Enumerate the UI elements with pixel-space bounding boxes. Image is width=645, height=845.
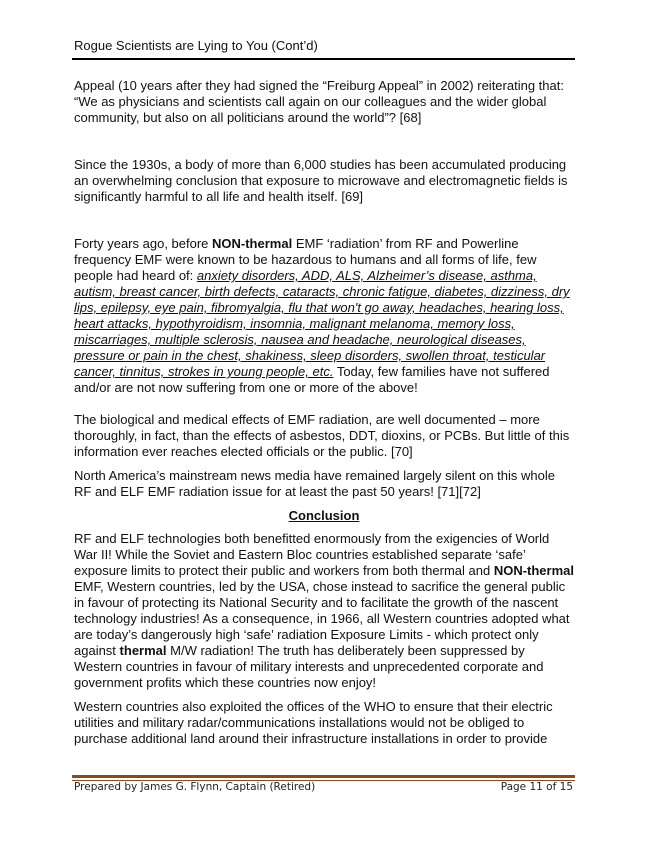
illness-list: anxiety disorders, ADD, ALS, Alzheimer’s disease, asthma, autism, breast cancer, birth defects, cataracts, chronic fatigue, diabetes, dizziness, dry lips, epilepsy, eye pain, fibromyalgia, flu that won't go away, headaches, hearing loss, heart attacks, hypothyroidism, insomnia, malignant melanoma, memory loss, miscarriages, multiple sclerosis, nausea and headache, neurological diseases, pressure or pain in the chest, shakiness, sleep disorders, swollen throat, testicular cancer, tinnitus, strokes in young people, etc.	[74, 268, 570, 379]
emphasis-non-thermal: NON-thermal	[493, 563, 574, 578]
text-segment: EMF, Western countries, led by the USA, chose instead to sacrifice the general public in favour of protecting its National Security and to facilitate the growth of the nascent technology industries! As a consequence, in 1966, all Western countries adopted what are today’s dangerously high ‘safe’ radiation Exposure Limits - which protect only against	[74, 579, 570, 658]
paragraph-forty-years	[74, 236, 574, 396]
footer-page-number: Page 11 of 15	[500, 781, 573, 793]
paragraph-appeal: Appeal (10 years after they had signed the “Freiburg Appeal” in 2002) reiterating that: “We as physicians and scientists call again on our colleagues and the wider global community, but also on all politicians around the world”? [68]	[74, 78, 564, 125]
paragraph-news-media: North America’s mainstream news media have remained largely silent on this whole RF and ELF EMF radiation issue for at least the past 50 years! [71][72]	[74, 468, 555, 499]
running-header: Rogue Scientists are Lying to You (Cont’d)	[74, 38, 318, 53]
text-segment: RF and ELF technologies both benefitted enormously from the exigencies of World War II! While the Soviet and Eastern Bloc countries established separate ‘safe’ exposure limits to protect their public and workers from both thermal and	[74, 531, 550, 578]
paragraph-biological-effects: The biological and medical effects of EMF radiation, are well documented – more thoroughly, in fact, than the effects of asbestos, DDT, dioxins, or PCBs. But little of this information ever reaches elected officials or the public. [70]	[74, 412, 570, 459]
paragraph-who: Western countries also exploited the offices of the WHO to ensure that their electric utilities and military radar/communications installations would not be obliged to purchase additional land around their infrastructure installations in order to provide	[74, 699, 553, 746]
paragraph-rf-elf	[74, 531, 574, 691]
header-divider	[72, 58, 575, 60]
text-segment: Today, few families have not suffered and/or are not now suffering from one or more of the above!	[74, 364, 550, 395]
text-segment: EMF ‘radiation’ from RF and Powerline frequency EMF were known to be hazardous to humans and all forms of life, few people had heard of:	[74, 236, 537, 283]
text-segment: M/W radiation! The truth has deliberately been suppressed by Western countries in favour of military interests and unprecedented corporate and government profits which these countries now enjoy!	[74, 643, 544, 690]
paragraph-studies: Since the 1930s, a body of more than 6,000 studies has been accumulated producing an overwhelming conclusion that exposure to microwave and electromagnetic fields is significantly harmful to all life and health itself. [69]	[74, 157, 568, 204]
footer-author: Prepared by James G. Flynn, Captain (Retired)	[74, 781, 316, 793]
conclusion-heading: Conclusion	[288, 508, 360, 523]
document-body	[74, 78, 574, 747]
footer-divider-thick	[72, 775, 575, 778]
emphasis-thermal: thermal	[119, 643, 167, 658]
text-segment: Forty years ago, before	[74, 236, 213, 251]
emphasis-non-thermal: NON-thermal	[212, 236, 293, 251]
